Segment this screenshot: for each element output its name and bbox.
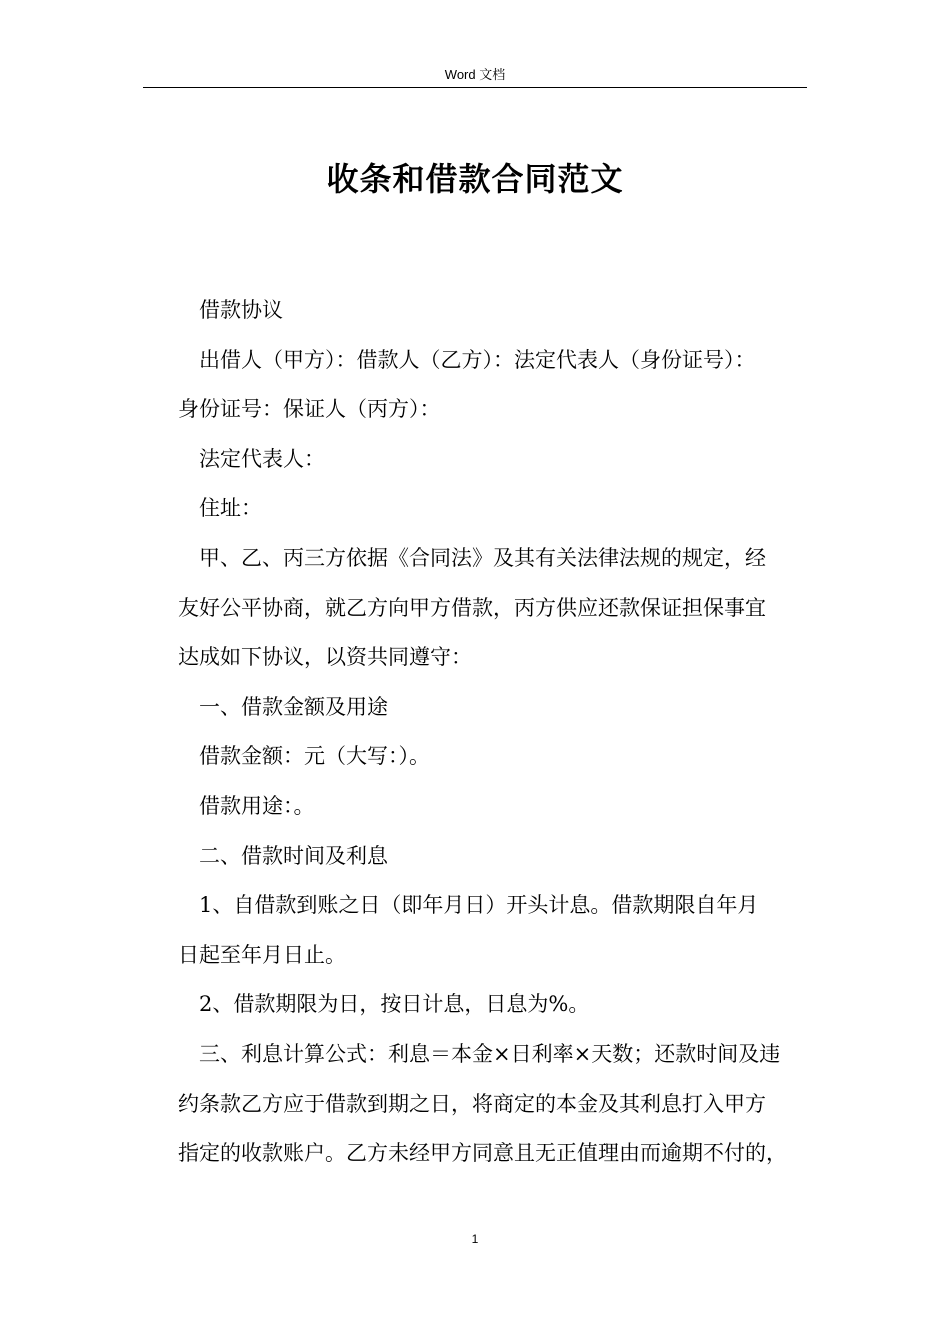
body-line: 一、借款金额及用途: [199, 694, 388, 719]
body-line: 借款金额：元（大写：）。: [199, 744, 430, 769]
page-number: 1: [471, 1232, 479, 1246]
body-line: 出借人（甲方）：借款人（乙方）：法定代表人（身份证号）：: [199, 347, 756, 372]
body-line: 法定代表人：: [199, 446, 325, 471]
header-divider: [143, 87, 807, 88]
body-line: 友好公平协商，就乙方向甲方借款，丙方供应还款保证担保事宜: [178, 595, 766, 620]
body-line: 身份证号：保证人（丙方）：: [178, 397, 441, 422]
body-line: 二、借款时间及利息: [199, 843, 388, 868]
body-line: 指定的收款账户。乙方未经甲方同意且无正值理由而逾期不付的，: [178, 1141, 787, 1166]
header-text: Word 文档: [444, 67, 506, 82]
document-body: [178, 286, 818, 1179]
body-line: 借款用途：。: [199, 793, 315, 818]
body-line: 2、借款期限为日，按日计息，日息为%。: [199, 992, 590, 1017]
document-title: 收条和借款合同范文: [326, 160, 624, 198]
body-line: 三、利息计算公式：利息＝本金×日利率×天数；还款时间及违: [199, 1041, 781, 1066]
body-line: 住址：: [199, 496, 262, 521]
body-line: 甲、乙、丙三方依据《合同法》及其有关法律法规的规定，经: [199, 545, 766, 570]
body-line: 1、自借款到账之日（即年月日）开头计息。借款期限自年月: [199, 893, 759, 918]
body-line: 达成如下协议，以资共同遵守：: [178, 645, 472, 670]
body-line: 约条款乙方应于借款到期之日，将商定的本金及其利息打入甲方: [178, 1091, 766, 1116]
body-line: 日起至年月日止。: [178, 942, 346, 967]
body-line: 借款协议: [199, 298, 283, 322]
